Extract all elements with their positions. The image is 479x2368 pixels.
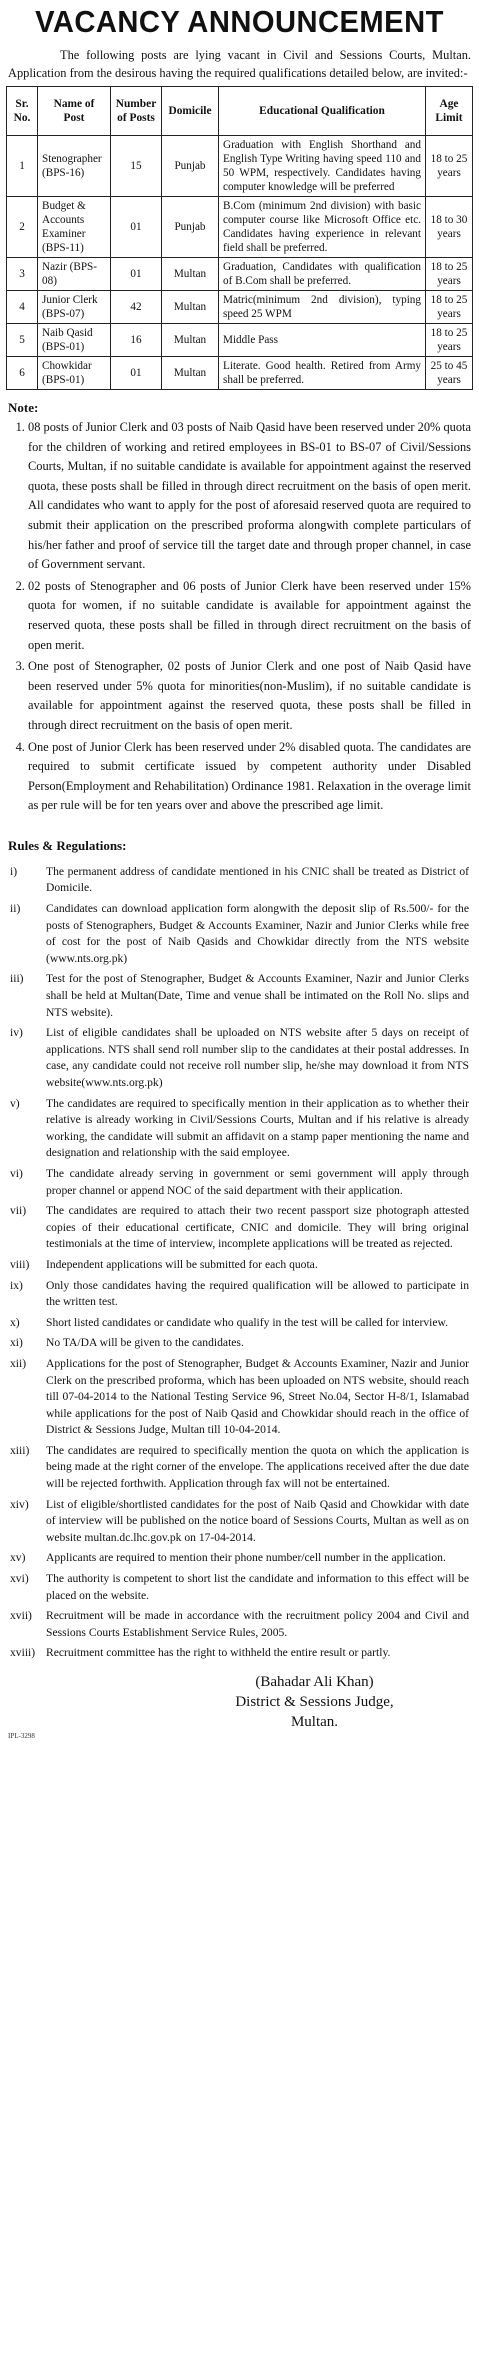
cell-number-of-posts: 42 xyxy=(111,291,162,324)
rule-text: The candidate already serving in government or semi government will apply through proper channel or append NOC of the said department with their application. xyxy=(46,1166,469,1197)
rule-item xyxy=(6,1335,473,1352)
rule-text: The permanent address of candidate mentioned in his CNIC shall be treated as District of Domicile. xyxy=(46,864,469,895)
header-sr-no: Sr. No. xyxy=(7,87,38,136)
table-row xyxy=(7,136,473,197)
rule-text: No TA/DA will be given to the candidates. xyxy=(46,1336,244,1350)
rule-text: The authority is competent to short list the candidate and information to this effect will be placed on the website. xyxy=(46,1572,469,1602)
cell-domicile: Multan xyxy=(162,324,219,357)
rule-item xyxy=(6,1203,473,1253)
cell-domicile: Punjab xyxy=(162,136,219,197)
rule-text: Recruitment committee has the right to withheld the entire result or partly. xyxy=(46,1646,391,1660)
rule-number: xviii) xyxy=(10,1646,36,1660)
table-row xyxy=(7,324,473,357)
rule-number: xvii) xyxy=(10,1609,32,1623)
table-header-row xyxy=(7,87,473,136)
cell-number-of-posts: 16 xyxy=(111,324,162,357)
cell-post-name: Junior Clerk (BPS-07) xyxy=(38,291,111,324)
cell-number-of-posts: 15 xyxy=(111,136,162,197)
cell-number-of-posts: 01 xyxy=(111,357,162,390)
page-title: VACANCY ANNOUNCEMENT xyxy=(35,4,444,39)
note-item: 3. One post of Stenographer, 02 posts of Junior Clerk and one post of Naib Qasid have been reserved under 5% quota for minorities(non-Muslim), if no suitable candidate is available for appointment against the reserved quota, these posts shall be filled in through direct recruitment on the basis of open merit. xyxy=(28,657,471,735)
rule-text: Only those candidates having the required qualification will be allowed to participate in the written test. xyxy=(46,1278,469,1309)
cell-number-of-posts: 01 xyxy=(111,258,162,291)
signature-name: (Bahadar Ali Khan) xyxy=(255,1674,374,1690)
header-age-limit: Age Limit xyxy=(426,87,473,136)
rule-item xyxy=(6,1443,473,1493)
rule-item xyxy=(6,971,473,1021)
rule-text: Test for the post of Stenographer, Budget & Accounts Examiner, Nazir and Junior Clerks shall be held at Multan(Date, Time and venue shall be intimated on the Roll No. slips and NTS website). xyxy=(46,972,469,1019)
note-heading: Note: xyxy=(8,400,39,415)
rule-item xyxy=(6,901,473,967)
signature-place: Multan. xyxy=(290,1714,339,1730)
rule-text: Short listed candidates or candidate who qualify in the test will be called for interview. xyxy=(46,1315,449,1329)
cell-sr-no: 1 xyxy=(7,136,38,197)
rule-number: xvi) xyxy=(10,1572,29,1586)
rule-item xyxy=(6,1550,473,1567)
cell-sr-no: 5 xyxy=(7,324,38,357)
note-item: 4. One post of Junior Clerk has been reserved under 2% disabled quota. The candidates are required to submit certificate issued by competent authority under Disabled Person(Employment and Rehabilitation) Ordinance 1981. Relaxation in the overage limit as per rule will be for ten years over and above the prescribed age limit. xyxy=(28,738,471,816)
rule-item xyxy=(6,1608,473,1641)
rule-number: ii) xyxy=(10,902,21,916)
cell-post-name: Budget & Accounts Examiner (BPS-11) xyxy=(38,197,111,258)
vacancy-table xyxy=(6,86,473,390)
rules-list xyxy=(6,864,473,1662)
notes-list xyxy=(6,418,473,816)
signature-designation: District & Sessions Judge, xyxy=(235,1694,394,1710)
cell-age-limit: 18 to 25 years xyxy=(426,291,473,324)
rules-heading: Rules & Regulations: xyxy=(8,837,127,853)
cell-domicile: Multan xyxy=(162,291,219,324)
vacancy-table-body xyxy=(7,136,473,390)
rule-item xyxy=(6,1257,473,1274)
rule-number: xi) xyxy=(10,1336,23,1350)
rule-number: xiv) xyxy=(10,1497,29,1511)
rule-text: Applications for the post of Stenographer, Budget & Accounts Examiner, Nazir and Junior Clerk on the prescribed proforma, which has been uploaded on NTS website, should reach till 07-04-2014 to the National Testing Service 96, Street No.04, Sector H-8/1, Islamabad while applications for the post of Naib Qasid and Chowkidar should reach in the office of District & Sessions Judge, Multan till 10-04-2014. xyxy=(46,1356,469,1437)
vacancy-page xyxy=(6,0,473,1740)
table-row xyxy=(7,357,473,390)
rule-item xyxy=(6,1497,473,1547)
rule-text: Candidates can download application form alongwith the deposit slip of Rs.500/- for the posts of Stenographers, Budget & Accounts Examiner, Nazir and Junior Clerks while free of cost for the post of Naib Qasids and Chowkidar directly from the NTS website (www.nts.org.pk) xyxy=(46,902,469,965)
cell-age-limit: 18 to 25 years xyxy=(426,136,473,197)
note-item: 1. 08 posts of Junior Clerk and 03 posts of Naib Qasid have been reserved under 20% quota for the children of working and retired employees in BS-01 to BS-07 of Civil/Sessions Courts, Multan, if no suitable candidate is available for appointment against the reserved quota, these posts shall be filled in through direct recruitment on the basis of open merit. All candidates who want to apply for the post of aforesaid reserved quota are required to submit their application on the prescribed proforma alongwith complete particulars of his/her father and proof of service till the target date and through proper channel, in case of Government servant. xyxy=(28,418,471,575)
rule-number: viii) xyxy=(10,1257,30,1271)
header-post-name: Name of Post xyxy=(38,87,111,136)
cell-age-limit: 25 to 45 years xyxy=(426,357,473,390)
cell-post-name: Chowkidar (BPS-01) xyxy=(38,357,111,390)
cell-sr-no: 6 xyxy=(7,357,38,390)
signature-block xyxy=(156,1672,473,1732)
cell-sr-no: 3 xyxy=(7,258,38,291)
cell-age-limit: 18 to 25 years xyxy=(426,258,473,291)
rule-item xyxy=(6,1645,473,1662)
rule-item xyxy=(6,1166,473,1199)
cell-domicile: Punjab xyxy=(162,197,219,258)
table-row xyxy=(7,258,473,291)
rule-item xyxy=(6,1571,473,1604)
rule-item xyxy=(6,864,473,897)
rule-number: iv) xyxy=(10,1026,23,1040)
cell-qualification: Graduation with English Shorthand and English Type Writing having speed 110 and 50 WPM, respectively. Candidates having computer knowledge will be preferred xyxy=(219,136,426,197)
rule-text: The candidates are required to attach their two recent passport size photograph attested copies of their educational certificate, CNIC and domicile. They will bring original testimonials at the time of interview, incomplete applications will be treated as rejected. xyxy=(46,1204,469,1251)
table-row xyxy=(7,291,473,324)
rule-text: List of eligible candidates shall be uploaded on NTS website after 5 days on receipt of applications. NTS shall send roll number slip to the candidates at their postal addresses. In case, any candidate could not receive roll number slip, he/she may download it from NTS website(www.nts.org.pk) xyxy=(46,1026,469,1089)
rule-number: iii) xyxy=(10,972,24,986)
rule-item xyxy=(6,1356,473,1439)
rule-number: v) xyxy=(10,1096,20,1110)
rule-item xyxy=(6,1025,473,1091)
cell-age-limit: 18 to 25 years xyxy=(426,324,473,357)
rule-number: x) xyxy=(10,1315,20,1329)
rule-text: The candidates are required to specifically mention the quota on which the application is being made at the right corner of the envelope. The applications received after the due date will be rejected forthwith. Application through fax will not be entertained. xyxy=(46,1443,469,1491)
cell-post-name: Stenographer (BPS-16) xyxy=(38,136,111,197)
cell-post-name: Nazir (BPS-08) xyxy=(38,258,111,291)
rule-text: Recruitment will be made in accordance with the recruitment policy 2004 and Civil and Sessions Courts Establishment Service Rules, 2005. xyxy=(46,1609,469,1639)
header-qualification: Educational Qualification xyxy=(219,87,426,136)
table-row xyxy=(7,197,473,258)
rule-number: vi) xyxy=(10,1166,23,1180)
rule-number: xv) xyxy=(10,1551,26,1565)
cell-qualification: Middle Pass xyxy=(219,324,426,357)
cell-age-limit: 18 to 30 years xyxy=(426,197,473,258)
footer-code: IPL-3298 xyxy=(8,1732,35,1740)
cell-post-name: Naib Qasid (BPS-01) xyxy=(38,324,111,357)
rule-text: Applicants are required to mention their phone number/cell number in the application. xyxy=(46,1551,446,1565)
cell-domicile: Multan xyxy=(162,357,219,390)
rule-item xyxy=(6,1278,473,1311)
rule-number: xiii) xyxy=(10,1443,30,1457)
header-number-of-posts: Number of Posts xyxy=(111,87,162,136)
cell-qualification: B.Com (minimum 2nd division) with basic computer course like Microsoft Office etc. Candidates having experience in relevant field shall be preferred. xyxy=(219,197,426,258)
cell-domicile: Multan xyxy=(162,258,219,291)
rule-number: vii) xyxy=(10,1204,27,1218)
cell-sr-no: 4 xyxy=(7,291,38,324)
rule-item xyxy=(6,1096,473,1162)
rule-text: The candidates are required to specifically mention in their application as to whether their relative is already working in Civil/Sessions Courts, Multan and if his relative is already working, the candidate will submit an affidavit on a stamp paper mentioning the name and designation and relationship with the said employee. xyxy=(46,1096,469,1160)
cell-qualification: Literate. Good health. Retired from Army shall be preferred. xyxy=(219,357,426,390)
rule-text: List of eligible/shortlisted candidates for the post of Naib Qasid and Chowkidar with date of interview will be published on the notice board of Sessions Courts, Multan as well as on website multan.dc.lhc.gov.pk on 17-04-2014. xyxy=(46,1497,469,1544)
rule-number: i) xyxy=(10,864,18,878)
cell-sr-no: 2 xyxy=(7,197,38,258)
rule-text: Independent applications will be submitted for each quota. xyxy=(46,1257,318,1271)
rule-number: ix) xyxy=(10,1278,23,1292)
cell-qualification: Graduation, Candidates with qualification of B.Com shall be preferred. xyxy=(219,258,426,291)
rule-number: xii) xyxy=(10,1356,27,1370)
intro-paragraph: The following posts are lying vacant in Civil and Sessions Courts, Multan. Application from the desirous having the required qualifications detailed below, are invited:- xyxy=(8,48,471,80)
cell-number-of-posts: 01 xyxy=(111,197,162,258)
cell-qualification: Matric(minimum 2nd division), typing speed 25 WPM xyxy=(219,291,426,324)
header-domicile: Domicile xyxy=(162,87,219,136)
rule-item xyxy=(6,1315,473,1332)
note-item: 2. 02 posts of Stenographer and 06 posts of Junior Clerk have been reserved under 15% quota for women, if no suitable candidate is available for appointment against the reserved quota, these posts shall be filled in through direct recruitment on the basis of open merit. xyxy=(28,577,471,655)
